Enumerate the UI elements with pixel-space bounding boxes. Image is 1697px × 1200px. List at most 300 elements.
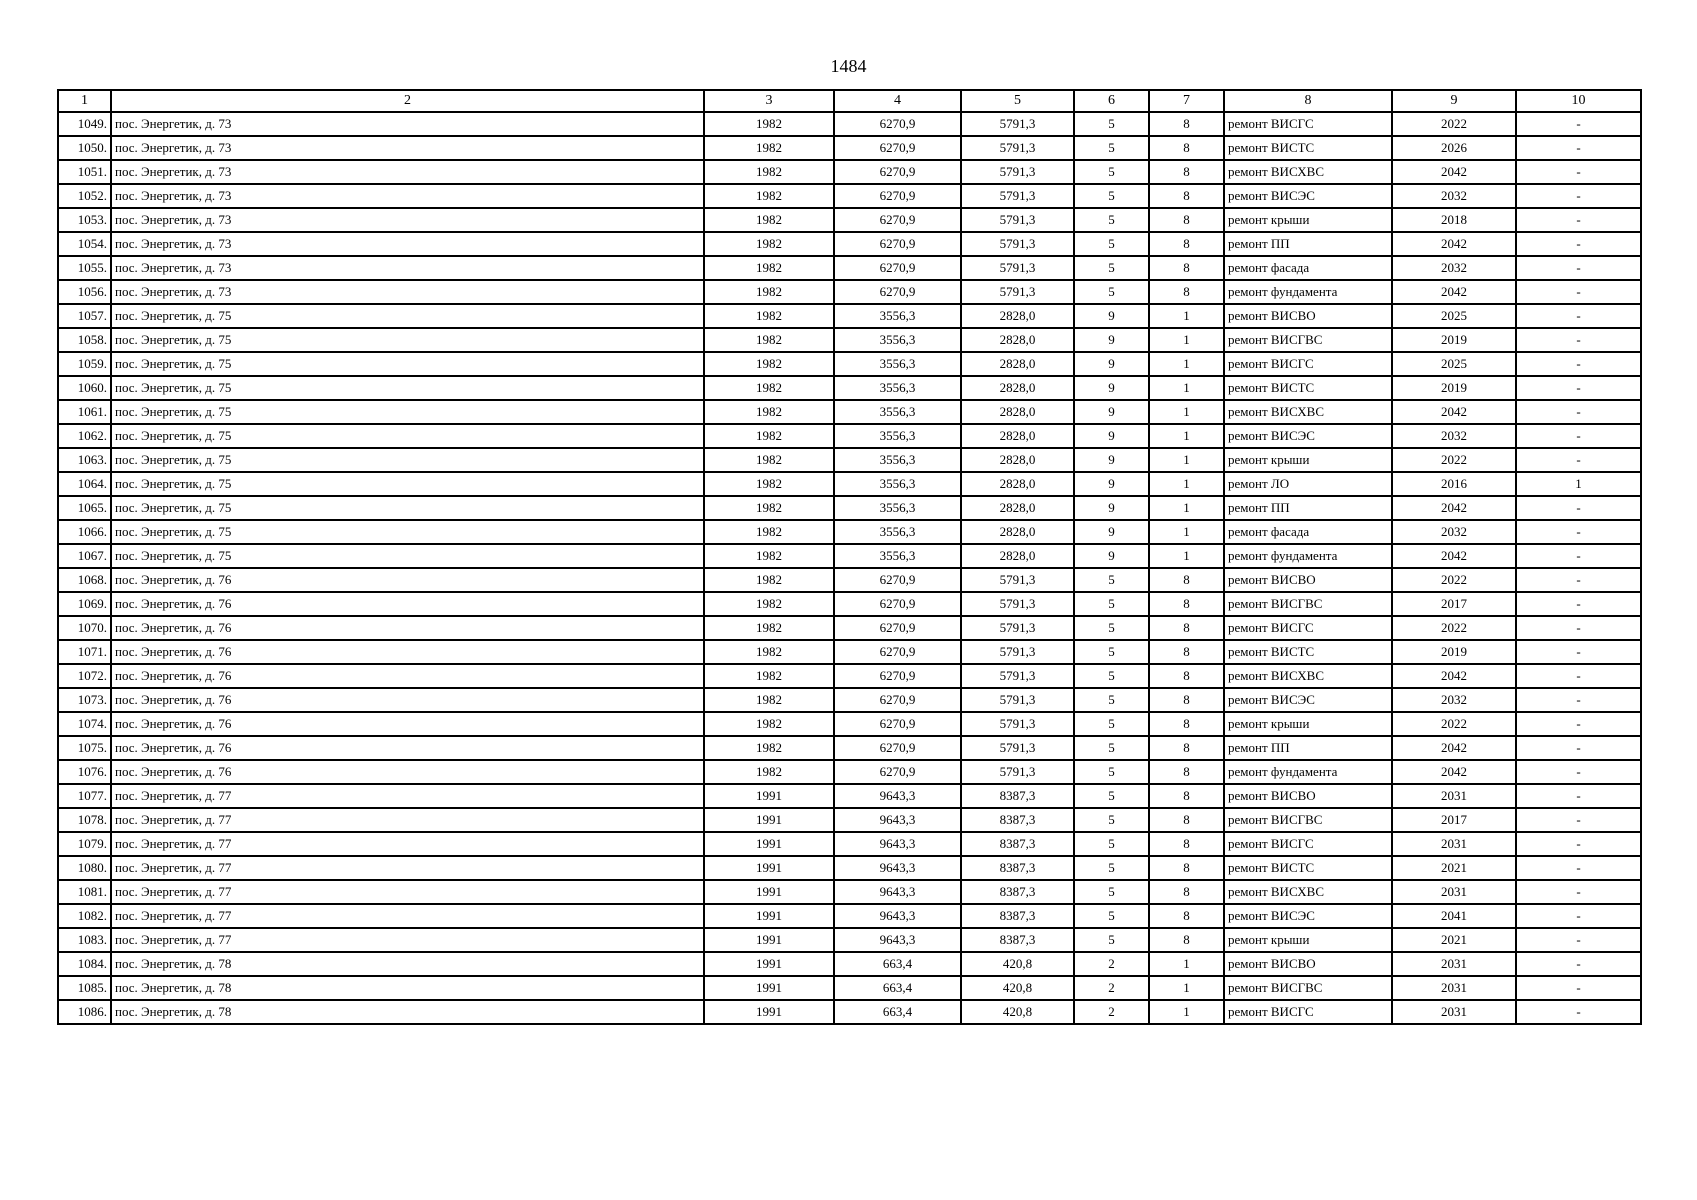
- row-number-cell: 1076.: [58, 760, 111, 784]
- table-row: [58, 592, 1641, 616]
- total-area-cell: 3556,3: [834, 328, 961, 352]
- total-area-cell: 3556,3: [834, 448, 961, 472]
- floors-cell: 5: [1074, 736, 1149, 760]
- column-header-1: 1: [58, 90, 111, 112]
- address-cell: пос. Энергетик, д. 76: [111, 592, 704, 616]
- living-area-cell: 420,8: [961, 1000, 1074, 1024]
- work-type-cell: ремонт крыши: [1224, 928, 1392, 952]
- note-cell: -: [1516, 328, 1641, 352]
- row-number-cell: 1054.: [58, 232, 111, 256]
- note-cell: -: [1516, 520, 1641, 544]
- living-area-cell: 5791,3: [961, 112, 1074, 136]
- total-area-cell: 6270,9: [834, 616, 961, 640]
- entrances-cell: 1: [1149, 544, 1224, 568]
- row-number-cell: 1066.: [58, 520, 111, 544]
- entrances-cell: 8: [1149, 136, 1224, 160]
- planned-year-cell: 2042: [1392, 400, 1516, 424]
- row-number-cell: 1071.: [58, 640, 111, 664]
- table-row: [58, 856, 1641, 880]
- living-area-cell: 5791,3: [961, 688, 1074, 712]
- note-cell: -: [1516, 448, 1641, 472]
- entrances-cell: 1: [1149, 352, 1224, 376]
- floors-cell: 2: [1074, 1000, 1149, 1024]
- planned-year-cell: 2042: [1392, 232, 1516, 256]
- address-cell: пос. Энергетик, д. 78: [111, 976, 704, 1000]
- planned-year-cell: 2021: [1392, 856, 1516, 880]
- year-built-cell: 1982: [704, 424, 834, 448]
- row-number-cell: 1081.: [58, 880, 111, 904]
- address-cell: пос. Энергетик, д. 75: [111, 328, 704, 352]
- living-area-cell: 2828,0: [961, 472, 1074, 496]
- table-row: [58, 496, 1641, 520]
- address-cell: пос. Энергетик, д. 76: [111, 736, 704, 760]
- total-area-cell: 9643,3: [834, 808, 961, 832]
- table-row: [58, 952, 1641, 976]
- living-area-cell: 8387,3: [961, 832, 1074, 856]
- planned-year-cell: 2042: [1392, 544, 1516, 568]
- note-cell: -: [1516, 736, 1641, 760]
- address-cell: пос. Энергетик, д. 76: [111, 616, 704, 640]
- note-cell: -: [1516, 832, 1641, 856]
- table-row: [58, 760, 1641, 784]
- living-area-cell: 5791,3: [961, 640, 1074, 664]
- column-header-7: 7: [1149, 90, 1224, 112]
- address-cell: пос. Энергетик, д. 75: [111, 448, 704, 472]
- total-area-cell: 3556,3: [834, 472, 961, 496]
- entrances-cell: 1: [1149, 448, 1224, 472]
- table-header-row: [58, 90, 1641, 112]
- work-type-cell: ремонт ВИСТС: [1224, 136, 1392, 160]
- year-built-cell: 1991: [704, 856, 834, 880]
- entrances-cell: 1: [1149, 304, 1224, 328]
- total-area-cell: 3556,3: [834, 496, 961, 520]
- entrances-cell: 8: [1149, 640, 1224, 664]
- planned-year-cell: 2032: [1392, 424, 1516, 448]
- table-row: [58, 688, 1641, 712]
- floors-cell: 5: [1074, 568, 1149, 592]
- table-row: [58, 712, 1641, 736]
- year-built-cell: 1982: [704, 664, 834, 688]
- entrances-cell: 1: [1149, 400, 1224, 424]
- year-built-cell: 1991: [704, 1000, 834, 1024]
- work-type-cell: ремонт ВИСЭС: [1224, 688, 1392, 712]
- address-cell: пос. Энергетик, д. 73: [111, 112, 704, 136]
- row-number-cell: 1068.: [58, 568, 111, 592]
- planned-year-cell: 2032: [1392, 520, 1516, 544]
- note-cell: -: [1516, 112, 1641, 136]
- entrances-cell: 8: [1149, 160, 1224, 184]
- total-area-cell: 6270,9: [834, 568, 961, 592]
- floors-cell: 9: [1074, 520, 1149, 544]
- address-cell: пос. Энергетик, д. 75: [111, 304, 704, 328]
- total-area-cell: 3556,3: [834, 376, 961, 400]
- work-type-cell: ремонт ВИСХВС: [1224, 160, 1392, 184]
- row-number-cell: 1075.: [58, 736, 111, 760]
- living-area-cell: 420,8: [961, 976, 1074, 1000]
- living-area-cell: 5791,3: [961, 136, 1074, 160]
- year-built-cell: 1982: [704, 328, 834, 352]
- entrances-cell: 8: [1149, 184, 1224, 208]
- row-number-cell: 1067.: [58, 544, 111, 568]
- entrances-cell: 1: [1149, 952, 1224, 976]
- table-row: [58, 328, 1641, 352]
- row-number-cell: 1055.: [58, 256, 111, 280]
- table-row: [58, 976, 1641, 1000]
- year-built-cell: 1982: [704, 232, 834, 256]
- note-cell: -: [1516, 160, 1641, 184]
- planned-year-cell: 2017: [1392, 592, 1516, 616]
- total-area-cell: 9643,3: [834, 832, 961, 856]
- year-built-cell: 1982: [704, 136, 834, 160]
- table-row: [58, 400, 1641, 424]
- row-number-cell: 1086.: [58, 1000, 111, 1024]
- work-type-cell: ремонт фундамента: [1224, 544, 1392, 568]
- work-type-cell: ремонт крыши: [1224, 208, 1392, 232]
- work-type-cell: ремонт ВИСГВС: [1224, 592, 1392, 616]
- planned-year-cell: 2026: [1392, 136, 1516, 160]
- repair-schedule-table: [57, 89, 1642, 1025]
- living-area-cell: 8387,3: [961, 904, 1074, 928]
- living-area-cell: 5791,3: [961, 664, 1074, 688]
- address-cell: пос. Энергетик, д. 73: [111, 256, 704, 280]
- floors-cell: 5: [1074, 760, 1149, 784]
- living-area-cell: 5791,3: [961, 616, 1074, 640]
- address-cell: пос. Энергетик, д. 77: [111, 808, 704, 832]
- note-cell: -: [1516, 880, 1641, 904]
- planned-year-cell: 2042: [1392, 760, 1516, 784]
- table-row: [58, 808, 1641, 832]
- year-built-cell: 1982: [704, 352, 834, 376]
- column-header-8: 8: [1224, 90, 1392, 112]
- total-area-cell: 6270,9: [834, 760, 961, 784]
- planned-year-cell: 2017: [1392, 808, 1516, 832]
- year-built-cell: 1982: [704, 736, 834, 760]
- year-built-cell: 1982: [704, 400, 834, 424]
- address-cell: пос. Энергетик, д. 77: [111, 784, 704, 808]
- planned-year-cell: 2042: [1392, 160, 1516, 184]
- address-cell: пос. Энергетик, д. 76: [111, 712, 704, 736]
- work-type-cell: ремонт ВИСВО: [1224, 304, 1392, 328]
- planned-year-cell: 2031: [1392, 832, 1516, 856]
- table-row: [58, 136, 1641, 160]
- floors-cell: 9: [1074, 304, 1149, 328]
- year-built-cell: 1982: [704, 640, 834, 664]
- table-row: [58, 1000, 1641, 1024]
- row-number-cell: 1062.: [58, 424, 111, 448]
- work-type-cell: ремонт ВИСЭС: [1224, 424, 1392, 448]
- floors-cell: 5: [1074, 880, 1149, 904]
- planned-year-cell: 2042: [1392, 664, 1516, 688]
- floors-cell: 5: [1074, 112, 1149, 136]
- year-built-cell: 1982: [704, 280, 834, 304]
- living-area-cell: 5791,3: [961, 280, 1074, 304]
- year-built-cell: 1982: [704, 616, 834, 640]
- work-type-cell: ремонт ВИСГС: [1224, 1000, 1392, 1024]
- table-row: [58, 568, 1641, 592]
- year-built-cell: 1991: [704, 880, 834, 904]
- total-area-cell: 3556,3: [834, 352, 961, 376]
- floors-cell: 5: [1074, 856, 1149, 880]
- floors-cell: 5: [1074, 208, 1149, 232]
- work-type-cell: ремонт ВИСЭС: [1224, 184, 1392, 208]
- row-number-cell: 1073.: [58, 688, 111, 712]
- total-area-cell: 6270,9: [834, 208, 961, 232]
- total-area-cell: 6270,9: [834, 688, 961, 712]
- table-row: [58, 544, 1641, 568]
- table-row: [58, 880, 1641, 904]
- year-built-cell: 1982: [704, 520, 834, 544]
- row-number-cell: 1052.: [58, 184, 111, 208]
- living-area-cell: 5791,3: [961, 736, 1074, 760]
- table-row: [58, 112, 1641, 136]
- row-number-cell: 1056.: [58, 280, 111, 304]
- note-cell: -: [1516, 808, 1641, 832]
- living-area-cell: 5791,3: [961, 184, 1074, 208]
- total-area-cell: 3556,3: [834, 520, 961, 544]
- entrances-cell: 8: [1149, 928, 1224, 952]
- page-number: 1484: [830, 56, 867, 76]
- work-type-cell: ремонт ВИСТС: [1224, 856, 1392, 880]
- floors-cell: 9: [1074, 472, 1149, 496]
- entrances-cell: 8: [1149, 568, 1224, 592]
- address-cell: пос. Энергетик, д. 77: [111, 904, 704, 928]
- floors-cell: 9: [1074, 400, 1149, 424]
- total-area-cell: 6270,9: [834, 112, 961, 136]
- planned-year-cell: 2022: [1392, 712, 1516, 736]
- floors-cell: 5: [1074, 616, 1149, 640]
- note-cell: -: [1516, 400, 1641, 424]
- living-area-cell: 2828,0: [961, 304, 1074, 328]
- work-type-cell: ремонт ВИСВО: [1224, 568, 1392, 592]
- address-cell: пос. Энергетик, д. 73: [111, 208, 704, 232]
- column-header-9: 9: [1392, 90, 1516, 112]
- planned-year-cell: 2031: [1392, 784, 1516, 808]
- year-built-cell: 1982: [704, 376, 834, 400]
- column-header-10: 10: [1516, 90, 1641, 112]
- table-body: [58, 112, 1641, 1024]
- floors-cell: 5: [1074, 280, 1149, 304]
- total-area-cell: 6270,9: [834, 712, 961, 736]
- note-cell: -: [1516, 280, 1641, 304]
- floors-cell: 5: [1074, 592, 1149, 616]
- total-area-cell: 9643,3: [834, 784, 961, 808]
- entrances-cell: 8: [1149, 208, 1224, 232]
- note-cell: -: [1516, 760, 1641, 784]
- row-number-cell: 1083.: [58, 928, 111, 952]
- entrances-cell: 1: [1149, 496, 1224, 520]
- planned-year-cell: 2019: [1392, 376, 1516, 400]
- year-built-cell: 1982: [704, 544, 834, 568]
- living-area-cell: 2828,0: [961, 544, 1074, 568]
- row-number-cell: 1074.: [58, 712, 111, 736]
- living-area-cell: 5791,3: [961, 568, 1074, 592]
- total-area-cell: 3556,3: [834, 544, 961, 568]
- floors-cell: 5: [1074, 664, 1149, 688]
- floors-cell: 5: [1074, 712, 1149, 736]
- planned-year-cell: 2022: [1392, 448, 1516, 472]
- planned-year-cell: 2032: [1392, 688, 1516, 712]
- work-type-cell: ремонт фасада: [1224, 520, 1392, 544]
- note-cell: -: [1516, 208, 1641, 232]
- floors-cell: 5: [1074, 256, 1149, 280]
- work-type-cell: ремонт ВИСГС: [1224, 112, 1392, 136]
- row-number-cell: 1051.: [58, 160, 111, 184]
- row-number-cell: 1063.: [58, 448, 111, 472]
- table-row: [58, 184, 1641, 208]
- living-area-cell: 8387,3: [961, 808, 1074, 832]
- planned-year-cell: 2032: [1392, 256, 1516, 280]
- table-row: [58, 520, 1641, 544]
- work-type-cell: ремонт ВИСГВС: [1224, 976, 1392, 1000]
- table-row: [58, 304, 1641, 328]
- year-built-cell: 1982: [704, 472, 834, 496]
- floors-cell: 5: [1074, 928, 1149, 952]
- floors-cell: 5: [1074, 904, 1149, 928]
- entrances-cell: 8: [1149, 808, 1224, 832]
- living-area-cell: 5791,3: [961, 232, 1074, 256]
- address-cell: пос. Энергетик, д. 73: [111, 160, 704, 184]
- floors-cell: 9: [1074, 376, 1149, 400]
- address-cell: пос. Энергетик, д. 76: [111, 640, 704, 664]
- total-area-cell: 3556,3: [834, 304, 961, 328]
- address-cell: пос. Энергетик, д. 77: [111, 880, 704, 904]
- work-type-cell: ремонт крыши: [1224, 712, 1392, 736]
- work-type-cell: ремонт ВИСГВС: [1224, 328, 1392, 352]
- column-header-2: 2: [111, 90, 704, 112]
- table-row: [58, 664, 1641, 688]
- row-number-cell: 1084.: [58, 952, 111, 976]
- work-type-cell: ремонт крыши: [1224, 448, 1392, 472]
- total-area-cell: 3556,3: [834, 400, 961, 424]
- row-number-cell: 1085.: [58, 976, 111, 1000]
- address-cell: пос. Энергетик, д. 78: [111, 952, 704, 976]
- note-cell: -: [1516, 952, 1641, 976]
- planned-year-cell: 2042: [1392, 736, 1516, 760]
- address-cell: пос. Энергетик, д. 77: [111, 856, 704, 880]
- row-number-cell: 1082.: [58, 904, 111, 928]
- address-cell: пос. Энергетик, д. 75: [111, 424, 704, 448]
- entrances-cell: 1: [1149, 520, 1224, 544]
- work-type-cell: ремонт ВИСТС: [1224, 376, 1392, 400]
- living-area-cell: 5791,3: [961, 256, 1074, 280]
- year-built-cell: 1991: [704, 952, 834, 976]
- address-cell: пос. Энергетик, д. 75: [111, 544, 704, 568]
- living-area-cell: 2828,0: [961, 520, 1074, 544]
- address-cell: пос. Энергетик, д. 73: [111, 280, 704, 304]
- year-built-cell: 1982: [704, 208, 834, 232]
- total-area-cell: 9643,3: [834, 856, 961, 880]
- entrances-cell: 8: [1149, 760, 1224, 784]
- note-cell: -: [1516, 592, 1641, 616]
- living-area-cell: 2828,0: [961, 424, 1074, 448]
- total-area-cell: 3556,3: [834, 424, 961, 448]
- address-cell: пос. Энергетик, д. 76: [111, 664, 704, 688]
- entrances-cell: 8: [1149, 856, 1224, 880]
- entrances-cell: 8: [1149, 736, 1224, 760]
- row-number-cell: 1059.: [58, 352, 111, 376]
- living-area-cell: 2828,0: [961, 376, 1074, 400]
- living-area-cell: 2828,0: [961, 448, 1074, 472]
- total-area-cell: 6270,9: [834, 184, 961, 208]
- total-area-cell: 6270,9: [834, 160, 961, 184]
- living-area-cell: 8387,3: [961, 880, 1074, 904]
- note-cell: -: [1516, 712, 1641, 736]
- floors-cell: 5: [1074, 232, 1149, 256]
- planned-year-cell: 2031: [1392, 952, 1516, 976]
- row-number-cell: 1049.: [58, 112, 111, 136]
- row-number-cell: 1080.: [58, 856, 111, 880]
- total-area-cell: 663,4: [834, 952, 961, 976]
- note-cell: -: [1516, 256, 1641, 280]
- note-cell: -: [1516, 352, 1641, 376]
- work-type-cell: ремонт ВИСХВС: [1224, 664, 1392, 688]
- entrances-cell: 1: [1149, 472, 1224, 496]
- row-number-cell: 1053.: [58, 208, 111, 232]
- note-cell: -: [1516, 784, 1641, 808]
- table-row: [58, 232, 1641, 256]
- planned-year-cell: 2022: [1392, 568, 1516, 592]
- entrances-cell: 8: [1149, 616, 1224, 640]
- year-built-cell: 1982: [704, 256, 834, 280]
- living-area-cell: 8387,3: [961, 928, 1074, 952]
- floors-cell: 5: [1074, 784, 1149, 808]
- entrances-cell: 1: [1149, 328, 1224, 352]
- address-cell: пос. Энергетик, д. 75: [111, 520, 704, 544]
- year-built-cell: 1991: [704, 904, 834, 928]
- entrances-cell: 8: [1149, 904, 1224, 928]
- floors-cell: 5: [1074, 808, 1149, 832]
- year-built-cell: 1991: [704, 832, 834, 856]
- note-cell: -: [1516, 568, 1641, 592]
- table-row: [58, 160, 1641, 184]
- floors-cell: 5: [1074, 160, 1149, 184]
- planned-year-cell: 2042: [1392, 280, 1516, 304]
- total-area-cell: 6270,9: [834, 736, 961, 760]
- column-header-5: 5: [961, 90, 1074, 112]
- living-area-cell: 5791,3: [961, 208, 1074, 232]
- row-number-cell: 1078.: [58, 808, 111, 832]
- address-cell: пос. Энергетик, д. 75: [111, 496, 704, 520]
- floors-cell: 5: [1074, 640, 1149, 664]
- work-type-cell: ремонт ВИСГС: [1224, 616, 1392, 640]
- work-type-cell: ремонт ПП: [1224, 736, 1392, 760]
- planned-year-cell: 2016: [1392, 472, 1516, 496]
- year-built-cell: 1982: [704, 160, 834, 184]
- total-area-cell: 6270,9: [834, 664, 961, 688]
- entrances-cell: 1: [1149, 376, 1224, 400]
- work-type-cell: ремонт ВИСВО: [1224, 952, 1392, 976]
- note-cell: 1: [1516, 472, 1641, 496]
- living-area-cell: 2828,0: [961, 328, 1074, 352]
- living-area-cell: 5791,3: [961, 760, 1074, 784]
- table-row: [58, 376, 1641, 400]
- table-row: [58, 424, 1641, 448]
- living-area-cell: 2828,0: [961, 496, 1074, 520]
- column-header-3: 3: [704, 90, 834, 112]
- address-cell: пос. Энергетик, д. 76: [111, 760, 704, 784]
- total-area-cell: 6270,9: [834, 640, 961, 664]
- total-area-cell: 663,4: [834, 976, 961, 1000]
- floors-cell: 9: [1074, 352, 1149, 376]
- table-row: [58, 352, 1641, 376]
- row-number-cell: 1069.: [58, 592, 111, 616]
- work-type-cell: ремонт ПП: [1224, 232, 1392, 256]
- planned-year-cell: 2019: [1392, 640, 1516, 664]
- living-area-cell: 420,8: [961, 952, 1074, 976]
- planned-year-cell: 2019: [1392, 328, 1516, 352]
- note-cell: -: [1516, 376, 1641, 400]
- row-number-cell: 1060.: [58, 376, 111, 400]
